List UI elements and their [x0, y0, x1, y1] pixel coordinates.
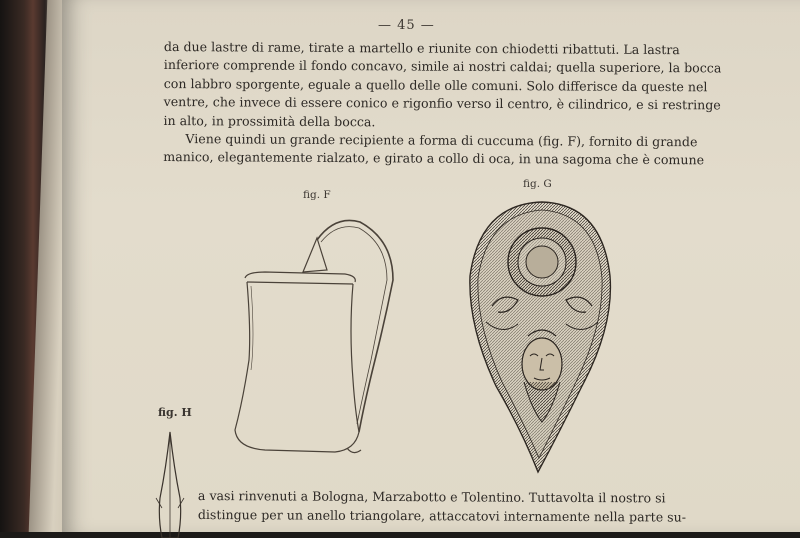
text-line: da due lastre di rame, tirate a martello e riunite con chiodetti ribattuti. La lastra — [163, 38, 680, 58]
figure-g-caption: fig. G — [523, 178, 552, 190]
text-line: manico, elegantemente rialzato, e girato a collo di oca, in una sagoma che è comune — [163, 149, 705, 168]
figure-f-jug-illustration — [225, 210, 415, 460]
text-line: inferiore comprende il fondo concavo, simile ai nostri caldai; quella superiore, la bocca — [163, 57, 722, 76]
text-line: ventre, che invece di essere conico e rigonfio verso il centro, è cilindrico, e si restringe — [163, 94, 721, 113]
body-text-bottom — [197, 486, 687, 526]
text-line: Viene quindi un grande recipiente a forma di cuccuma (fig. F), fornito di grande — [185, 131, 698, 150]
figure-h-spearhead-illustration — [150, 428, 190, 538]
text-line: in alto, in prossimità della bocca. — [163, 112, 376, 129]
page-number: — 45 — — [378, 18, 435, 33]
figure-g-plaque-illustration — [462, 196, 622, 476]
text-line: con labbro sporgente, eguale a quello delle olle comuni. Solo differisce da queste nel — [163, 75, 708, 95]
text-line: distingue per un anello triangolare, attaccatovi internamente nella parte su- — [197, 506, 687, 525]
figure-f-caption: fig. F — [303, 189, 331, 201]
figure-h-caption: fig. H — [158, 406, 192, 419]
body-text-top — [163, 38, 722, 170]
text-line: a vasi rinvenuti a Bologna, Marzabotto e Tolentino. Tuttavolta il nostro si — [197, 487, 666, 506]
